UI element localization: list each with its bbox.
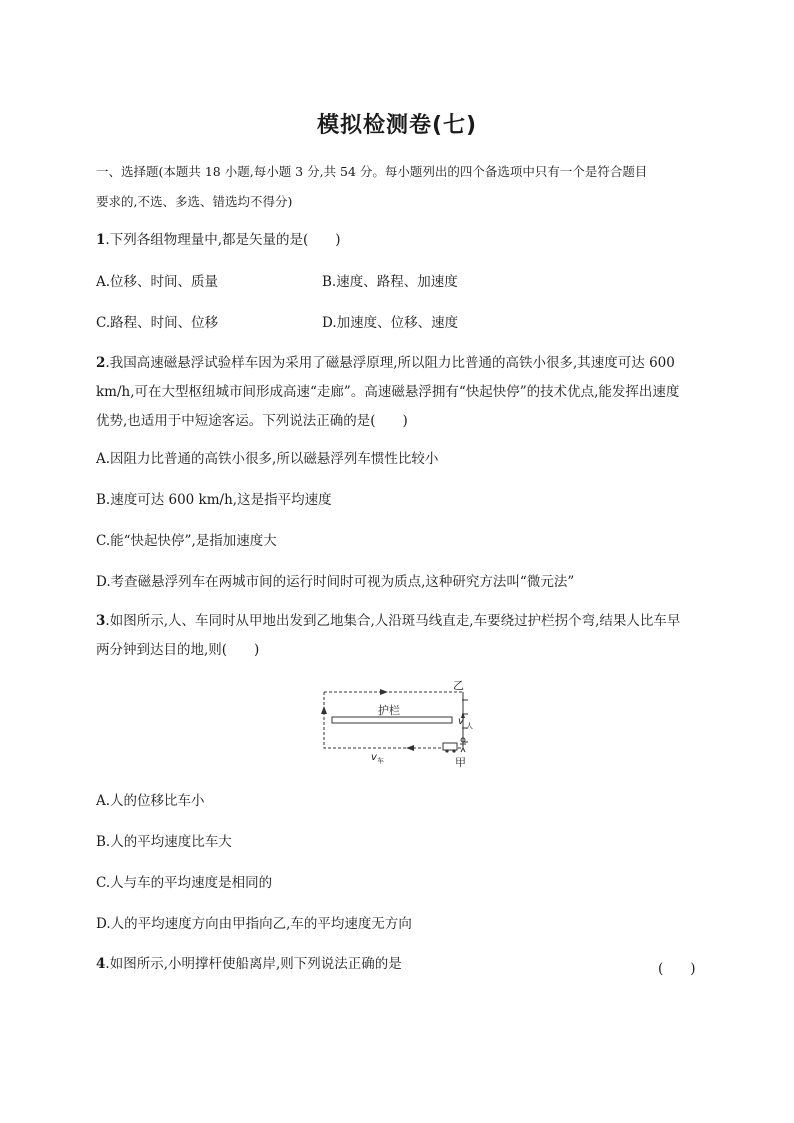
route-arrow-left-icon	[406, 745, 414, 751]
question-text: 下列各组物理量中,都是矢量的是( )	[109, 232, 341, 248]
question-text-line-2: 两分钟到达目的地,则( )	[96, 642, 260, 658]
question-text-line-1: 如图所示,人、车同时从甲地出发到乙地集合,人沿斑马线直走,车要绕过护栏拐个弯,结果人比车早	[109, 613, 681, 629]
section-heading	[96, 157, 702, 217]
question-text: 如图所示,小明撑杆使船离岸,则下列说法正确的是	[109, 956, 402, 972]
question-1-option-c: C.路程、时间、位移	[96, 315, 219, 331]
question-number: 1	[96, 232, 106, 248]
question-1-option-d: D.加速度、位移、速度	[322, 315, 459, 331]
question-number: 3	[96, 613, 106, 629]
v-car-label: v	[371, 752, 377, 763]
question-text-line-2: km/h,可在大型枢纽城市间形成高速“走廊”。高速磁悬浮拥有“快起快停”的技术优点,能发挥出速度	[96, 384, 680, 400]
question-2-option-c: C.能“快起快停”,是指加速度大	[96, 533, 277, 549]
section-heading-line-1: 一、选择题(本题共 18 小题,每小题 3 分,共 54 分。每小题列出的四个备选项中只有一个是符合题目	[96, 164, 648, 179]
car-icon	[443, 743, 457, 753]
question-3-option-c: C.人与车的平均速度是相同的	[96, 875, 273, 891]
route-arrow-up-icon	[321, 706, 327, 714]
question-3-figure	[316, 678, 486, 776]
page-title: 模拟检测卷(七)	[316, 113, 478, 138]
question-2-option-d: D.考查磁悬浮列车在两城市间的运行时间时可视为质点,这种研究方法叫“微元法”	[96, 574, 575, 590]
question-3-option-b: B.人的平均速度比车大	[96, 834, 232, 850]
v-person-subscript: 人	[466, 722, 473, 730]
point-a-label: 甲	[455, 756, 466, 769]
question-number: 4	[96, 956, 106, 972]
question-1-option-a: A.位移、时间、质量	[96, 274, 219, 290]
v-car-subscript: 车	[377, 757, 384, 765]
question-2-option-a: A.因阻力比普通的高铁小很多,所以磁悬浮列车惯性比较小	[96, 451, 439, 467]
point-b-label: 乙	[453, 679, 464, 692]
question-3-option-d: D.人的平均速度方向由甲指向乙,车的平均速度无方向	[96, 916, 412, 932]
v-person-label: v	[458, 716, 464, 727]
route-arrow-right-icon	[380, 689, 388, 695]
question-number: 2	[96, 355, 106, 371]
question-1-stem: 1.下列各组物理量中,都是矢量的是( )	[96, 232, 341, 248]
question-2-stem: 2.我国高速磁悬浮试验样车因为采用了磁悬浮原理,所以阻力比普通的高铁小很多,其速度可达 600 km/h,可在大型枢纽城市间形成高速“走廊”。高速磁悬浮拥有“快起快停”的技术优点,能发挥出速度 优势,也适用于中短途客运。下列说法正确的是( )	[96, 349, 706, 436]
section-heading-line-2: 要求的,不选、多选、错选均不得分)	[96, 194, 293, 209]
question-text-line-1: 我国高速磁悬浮试验样车因为采用了磁悬浮原理,所以阻力比普通的高铁小很多,其速度可达 600	[109, 355, 675, 371]
question-2-option-b: B.速度可达 600 km/h,这是指平均速度	[96, 492, 332, 508]
guardrail-bar	[332, 717, 452, 723]
question-1-option-b: B.速度、路程、加速度	[322, 274, 458, 290]
question-3-option-a: A.人的位移比车小	[96, 793, 205, 809]
guardrail-label: 护栏	[378, 704, 400, 717]
question-4-answer-paren: ( )	[658, 961, 696, 977]
question-3-stem: 3.如图所示,人、车同时从甲地出发到乙地集合,人沿斑马线直走,车要绕过护栏拐个弯,结果人比车早 两分钟到达目的地,则( )	[96, 607, 706, 665]
question-4-stem: 4.如图所示,小明撑杆使船离岸,则下列说法正确的是	[96, 956, 402, 972]
question-text-line-3: 优势,也适用于中短途客运。下列说法正确的是( )	[96, 413, 408, 429]
